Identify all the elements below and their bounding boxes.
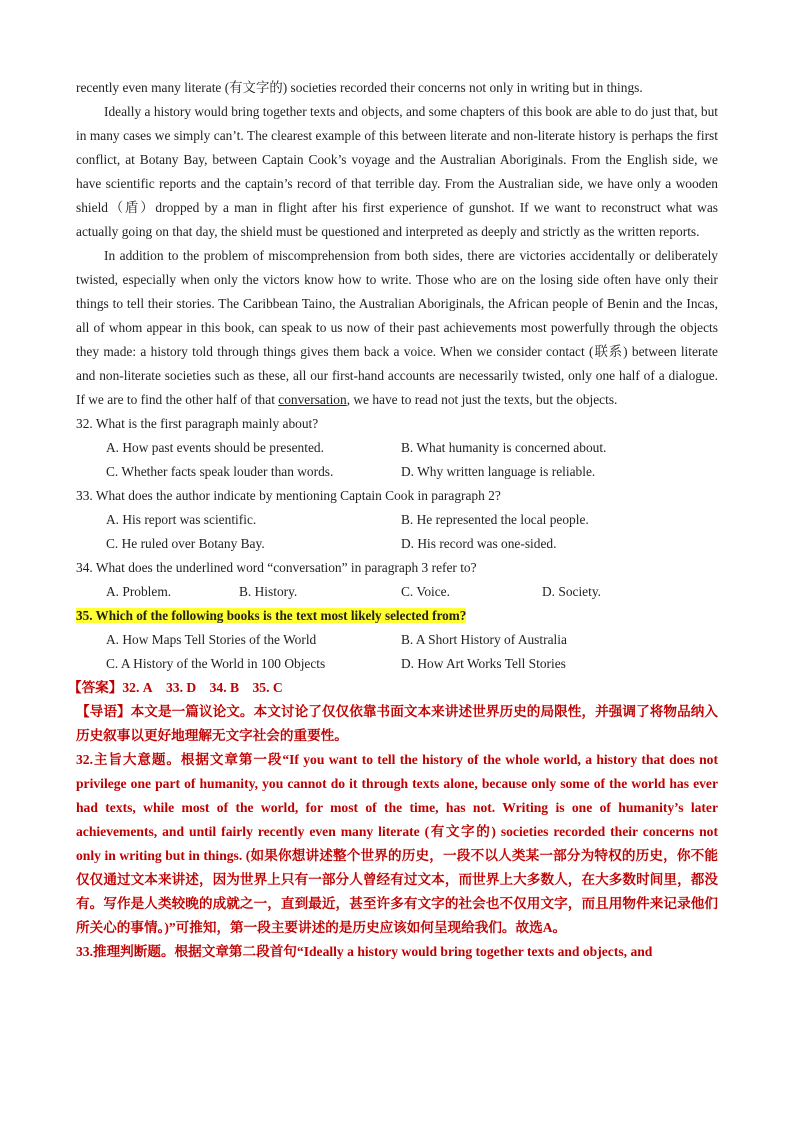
passage-paragraph-2: Ideally a history would bring together texts and objects, and some chapters of this book are able to do just that, but in many cases we simply can’t. The clearest example of this between literate and non-literate history is perhaps the first conflict, at Botany Bay, between Captain Cook’s voyage and the Australian Aboriginals. From the English side, we have scientific reports and the captain’s record of that terrible day. From the Australian side, we have only a wooden shield（盾）dropped by a man in flight after his first experience of gunshot. If we want to reconstruct what was actually going on that day, the shield must be questioned and interpreted as deeply and strictly as the written reports.	[76, 104, 718, 239]
option-c: C. He ruled over Botany Bay.	[106, 536, 265, 551]
question-32	[76, 412, 718, 484]
analysis-32: 32.主旨大意题。根据文章第一段“If you want to tell the history of the whole world, a history that does not privilege one part of humanity, you cannot do it through texts alone, because only some of the world has ever had texts, while most of the world, for most of the time, has not. Writing is one of humanity’s later achievements, and until fairly recently even many literate (有文字的) societies recorded their concerns not only in writing but in things. (如果你想讲述整个世界的历史，一段不以人类某一部分为特权的历史，你不能仅仅通过文本来讲述，因为世界上只有一部分人曾经有过文本，而世界上大多数人，在大多数时间里，都没有。写作是人类较晚的成就之一，直到最近，甚至许多有文字的社会也不仅用文字，而且用物件来记录他们所关心的事情。)”可推知，第一段主要讲述的是历史应该如何呈现给我们。故选A。	[76, 752, 718, 935]
answer-35: 35. C	[252, 680, 283, 695]
option-c: C. Whether facts speak louder than words.	[106, 464, 334, 479]
option-b: B. What humanity is concerned about.	[401, 440, 607, 455]
option-c: C. Voice.	[401, 584, 450, 599]
question-33	[76, 484, 718, 556]
option-d: D. How Art Works Tell Stories	[401, 656, 566, 671]
option-b: B. A Short History of Australia	[401, 632, 567, 647]
paragraph-3-text-b: , we have to read not just the texts, but the objects.	[346, 392, 618, 407]
option-d: D. Why written language is reliable.	[401, 464, 596, 479]
option-c: C. A History of the World in 100 Objects	[106, 656, 326, 671]
question-35	[76, 604, 718, 676]
answer-key	[68, 676, 718, 700]
document-page	[68, 76, 718, 964]
option-a: A. How past events should be presented.	[106, 440, 324, 455]
passage-paragraph-1-tail: recently even many literate (有文字的) societies recorded their concerns not only in writing but in things.	[76, 80, 643, 95]
option-d: D. His record was one-sided.	[401, 536, 557, 551]
underlined-word-conversation: conversation	[278, 392, 347, 407]
paragraph-3-text-a: In addition to the problem of miscomprehension from both sides, there are victories accidentally or deliberately twisted, especially when only the victors know how to write. Those who are on the losing side often have only their things to tell their stories. The Caribbean Taino, the Australian Aboriginals, the African people of Benin and the Incas, all of whom appear in this book, can speak to us now of their past achievements most powerfully through the objects they made: a history told through things gives them back a voice. When we consider contact (联系) between literate and non-literate societies such as these, all our first-hand accounts are necessarily twisted, only one half of a dialogue. If we are to find the other half of that	[76, 248, 718, 407]
question-stem: 34. What does the underlined word “conversation” in paragraph 3 refer to?	[76, 560, 477, 575]
question-stem: 32. What is the first paragraph mainly about?	[76, 416, 319, 431]
answer-33: 33. D	[166, 680, 197, 695]
option-b: B. He represented the local people.	[401, 512, 589, 527]
analysis-33: 33.推理判断题。根据文章第二段首句“Ideally a history would bring together texts and objects, and	[76, 944, 653, 959]
passage-paragraph-3	[76, 244, 718, 412]
guide-text: 【导语】本文是一篇议论文。本文讨论了仅仅依靠书面文本来讲述世界历史的局限性，并强调了将物品纳入历史叙事以更好地理解无文字社会的重要性。	[76, 704, 718, 743]
option-d: D. Society.	[542, 584, 602, 599]
option-b: B. History.	[239, 584, 298, 599]
answer-34: 34. B	[209, 680, 240, 695]
answer-32: 【答案】32. A	[68, 680, 153, 695]
option-a: A. Problem.	[106, 584, 172, 599]
question-34	[76, 556, 718, 604]
explanation-section	[76, 700, 718, 964]
question-stem: 33. What does the author indicate by mentioning Captain Cook in paragraph 2?	[76, 488, 501, 503]
highlighted-question-stem: 35. Which of the following books is the text most likely selected from?	[76, 608, 467, 623]
option-a: A. His report was scientific.	[106, 512, 257, 527]
option-a: A. How Maps Tell Stories of the World	[106, 632, 317, 647]
